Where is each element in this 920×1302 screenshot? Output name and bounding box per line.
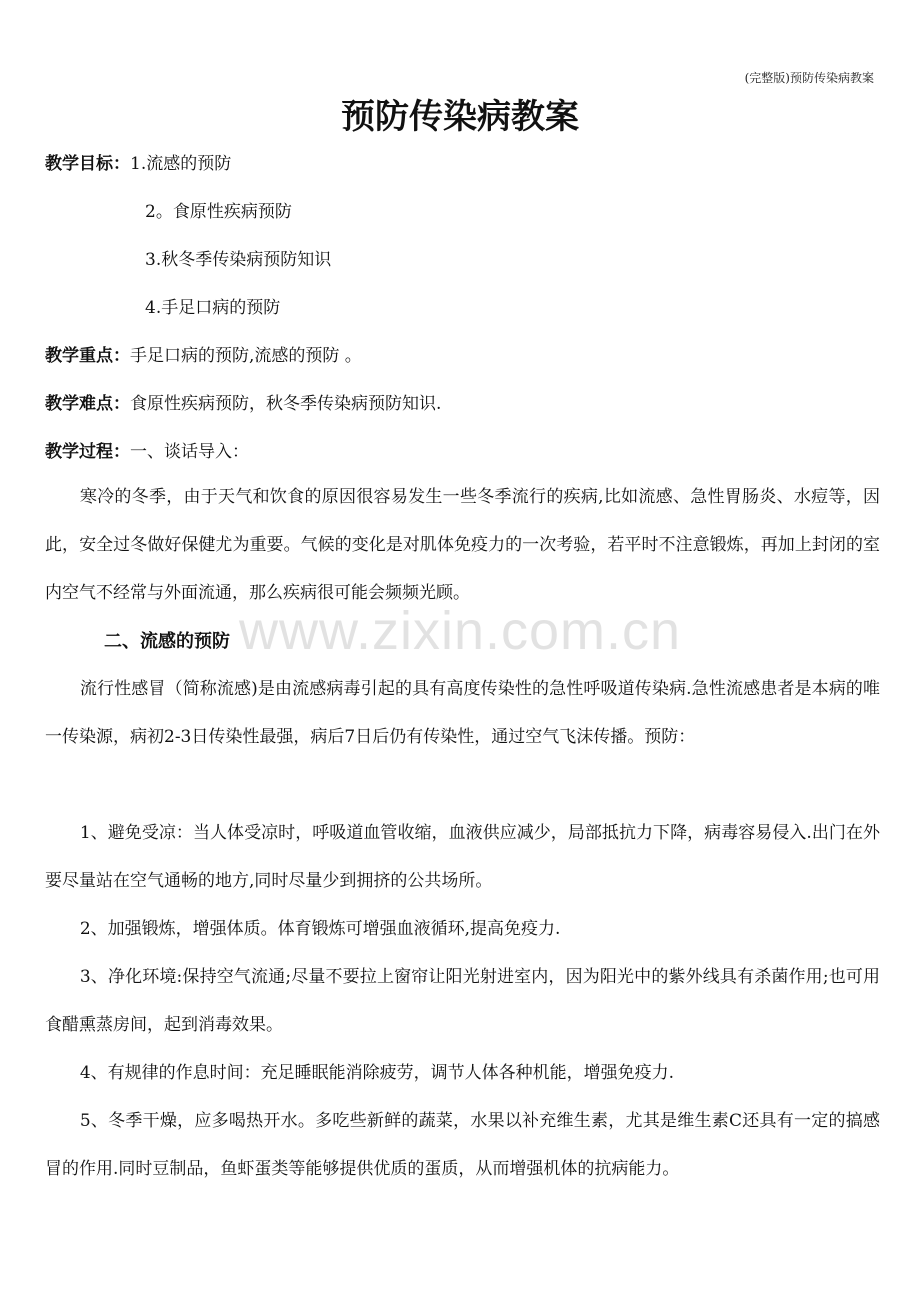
key-points-text: 手足口病的预防,流感的预防 。 xyxy=(130,346,362,366)
document-title: 预防传染病教案 xyxy=(341,97,579,137)
teaching-process xyxy=(45,437,880,462)
prevention-tip-5: 5、冬季干燥，应多喝热开水。多吃些新鲜的蔬菜，水果以补充维生素，尤其是维生素C还具有一定的搞感冒的作用.同时豆制品，鱼虾蛋类等能够提供优质的蛋质，从而增强机体的抗病能力。 xyxy=(45,1111,880,1179)
intro-paragraph: 寒冷的冬季，由于天气和饮食的原因很容易发生一些冬季流行的疾病,比如流感、急性胃肠炎、水痘等，因此，安全过冬做好保健尤为重要。气候的变化是对肌体免疫力的一次考验，若平时不注意锻炼，再加上封闭的室内空气不经常与外面流通，那么疾病很可能会频频光顾。 xyxy=(45,487,880,603)
goal-item-1: 1.流感的预防 xyxy=(130,154,232,174)
prevention-tip-2: 2、加强锻炼，增强体质。体育锻炼可增强血液循环,提高免疫力. xyxy=(79,919,561,939)
teaching-goals xyxy=(45,149,880,174)
goal-item-4: 4.手足口病的预防 xyxy=(145,298,281,318)
prevention-tip-4: 4、有规律的作息时间：充足睡眠能消除疲劳，调节人体各种机能，增强免疫力. xyxy=(79,1063,675,1083)
prevention-tip-1: 1、避免受凉：当人体受凉时，呼吸道血管收缩，血液供应减少，局部抵抗力下降，病毒容易侵入.出门在外要尽量站在空气通畅的地方,同时尽量少到拥挤的公共场所。 xyxy=(45,823,880,891)
page-header: (完整版)预防传染病教案 xyxy=(744,71,874,85)
prevention-tip-3: 3、净化环境:保持空气流通;尽量不要拉上窗帘让阳光射进室内，因为阳光中的紫外线具有杀菌作用;也可用食醋熏蒸房间，起到消毒效果。 xyxy=(45,967,880,1035)
teaching-key-points xyxy=(45,341,880,366)
watermark: www.zixin.com.cn xyxy=(238,601,682,661)
process-text: 一、谈话导入： xyxy=(130,442,249,462)
process-label: 教学过程： xyxy=(45,442,130,462)
section-heading-flu: 二、流感的预防 xyxy=(104,631,230,652)
flu-description: 流行性感冒（简称流感)是由流感病毒引起的具有高度传染性的急性呼吸道传染病.急性流感患者是本病的唯一传染源，病初2-3日传染性最强，病后7日后仍有传染性，通过空气飞沫传播。预防： xyxy=(45,679,880,747)
difficulties-text: 食原性疾病预防，秋冬季传染病预防知识. xyxy=(130,394,442,414)
goal-item-3: 3.秋冬季传染病预防知识 xyxy=(145,250,332,270)
teaching-goals-label: 教学目标： xyxy=(45,154,130,174)
key-points-label: 教学重点： xyxy=(45,346,130,366)
goal-item-2: 2。食原性疾病预防 xyxy=(145,202,292,222)
teaching-difficulties xyxy=(45,389,880,414)
difficulties-label: 教学难点： xyxy=(45,394,130,414)
